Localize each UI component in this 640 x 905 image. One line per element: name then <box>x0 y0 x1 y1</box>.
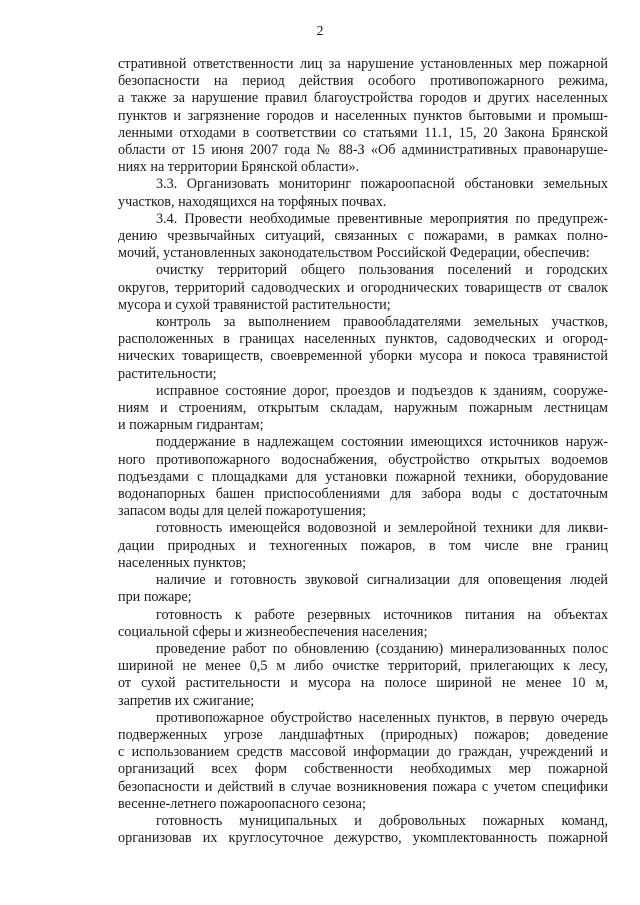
text-line: с использованием средств массовой информации до граждан, учреждений и <box>118 744 608 761</box>
text-line: подъездами с площадками для установки пожарной техники, оборудование <box>118 468 608 485</box>
text-line: округов, территорий садоводческих и огороднических товариществ от свалок <box>118 279 608 296</box>
text-line: социальной сферы и жизнеобеспечения населения; <box>118 623 428 640</box>
text-line: от сухой растительности и мусора на полосе шириной не менее 10 м, <box>118 675 608 692</box>
text-line: населенных пунктов; <box>118 554 247 571</box>
text-line: безопасности на период действия особого противопожарного режима, <box>118 73 608 90</box>
text-line: контроль за выполнением правообладателями земельных участков, <box>156 314 608 331</box>
text-line: дации природных и техногенных пожаров, в том числе вне границ <box>118 537 608 554</box>
text-line: наличие и готовность звуковой сигнализации для оповещения людей <box>156 572 608 589</box>
text-line: ленными отходами в соответствии со статьями 11.1, 15, 20 Закона Брянской <box>118 124 608 141</box>
text-line: области от 15 июня 2007 года № 88-З «Об административных правонаруше- <box>118 142 608 159</box>
text-line: подверженных угрозе ландшафтных (природных) пожаров; доведение <box>118 726 608 743</box>
text-line: а также за нарушение правил благоустройства городов и других населенных <box>118 90 608 107</box>
text-line: мусора и сухой травянистой растительности; <box>118 296 391 313</box>
text-line: и пожарным гидрантам; <box>118 417 264 434</box>
text-line: ного противопожарного водоснабжения, обустройство открытых водоемов <box>118 451 608 468</box>
page-number: 2 <box>316 24 324 39</box>
text-line: готовность муниципальных и добровольных пожарных команд, <box>156 812 608 829</box>
document-body <box>118 56 608 847</box>
text-line: безопасности и действий в случае возникновения пожара с учетом специфики <box>118 778 608 795</box>
text-line: шириной не менее 0,5 м либо очистке территорий, прилегающих к лесу, <box>118 658 608 675</box>
text-line: организовав их круглосуточное дежурство, укомплектованность пожарной <box>118 830 608 847</box>
text-line: 3.3. Организовать мониторинг пожароопасной обстановки земельных <box>156 176 608 193</box>
text-line: исправное состояние дорог, проездов и подъездов к зданиям, сооруже- <box>156 382 608 399</box>
text-line: 3.4. Провести необходимые превентивные мероприятия по предупреж- <box>156 210 608 227</box>
text-line: при пожаре; <box>118 589 192 606</box>
text-line: водонапорных башен приспособлениями для забора воды с достаточным <box>118 486 608 503</box>
text-line: растительности; <box>118 365 217 382</box>
text-line: стративной ответственности лиц за нарушение установленных мер пожарной <box>118 56 608 72</box>
text-line: поддержание в надлежащем состоянии имеющихся источников наруж- <box>156 434 608 451</box>
text-line: запретив их сжигание; <box>118 692 255 709</box>
text-line: нических товариществ, своевременной уборки мусора и покоса травянистой <box>118 348 608 365</box>
text-line: мочий, установленных законодательством Российской Федерации, обеспечив: <box>118 245 590 262</box>
text-line: очистку территорий общего пользования поселений и городских <box>156 262 608 279</box>
text-line: готовность к работе резервных источников питания на объектах <box>156 606 608 623</box>
text-line: проведение работ по обновлению (созданию) минерализованных полос <box>156 640 608 657</box>
text-line: ниям и строениям, открытым складам, наружным пожарным лестницам <box>118 400 608 417</box>
text-line: ниях на территории Брянской области». <box>118 159 360 176</box>
text-line: организаций всех форм собственности необходимых мер пожарной <box>118 761 608 778</box>
text-line: противопожарное обустройство населенных пунктов, в первую очередь <box>156 709 608 726</box>
text-line: участков, находящихся на торфяных почвах. <box>118 193 387 210</box>
text-line: расположенных в границах населенных пунктов, садоводческих и огород- <box>118 331 608 348</box>
text-line: готовность имеющейся водовозной и землеройной техники для ликви- <box>156 520 608 537</box>
text-line: дению чрезвычайных ситуаций, связанных с пожарами, в рамках полно- <box>118 228 608 245</box>
text-line: запасом воды для целей пожаротушения; <box>118 503 367 520</box>
text-line: пунктов и загрязнение городов и населенных пунктов бытовыми и промыш- <box>118 107 608 124</box>
text-line: весенне-летнего пожароопасного сезона; <box>118 795 366 812</box>
